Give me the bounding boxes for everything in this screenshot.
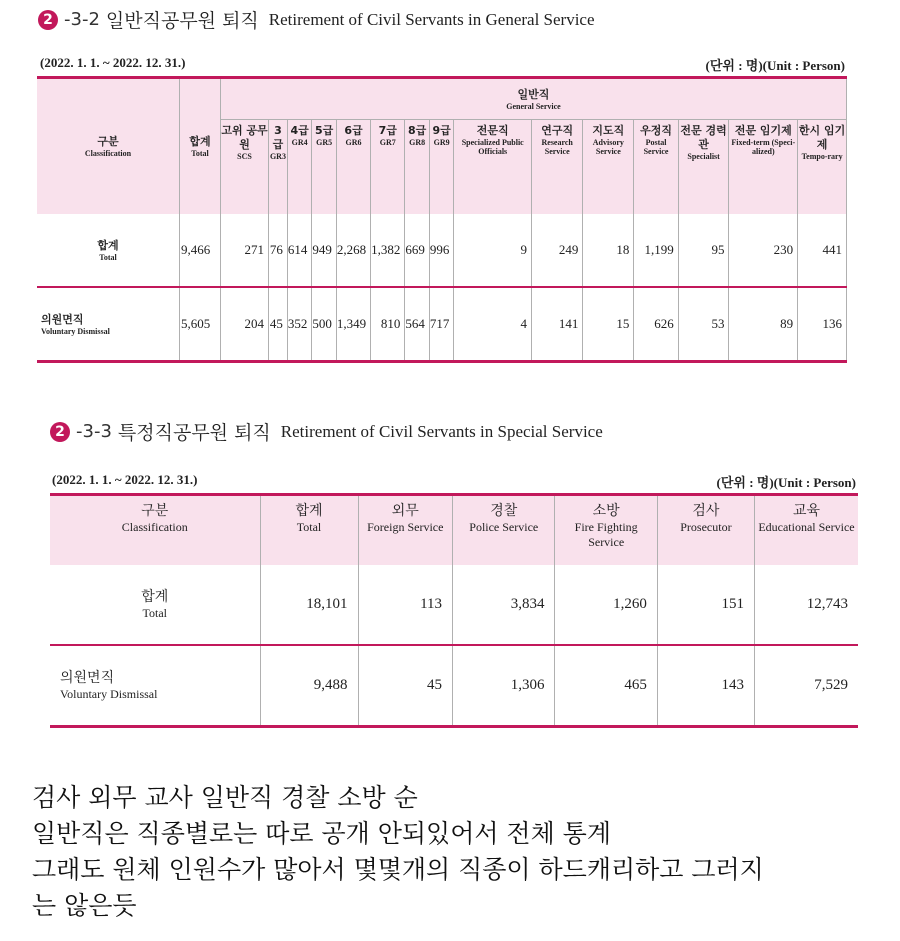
section1-title-ko: 일반직공무원 퇴직 [105, 10, 259, 32]
table-cell: 45 [269, 287, 288, 362]
header-col: 7급 GR7 [371, 120, 405, 215]
header-col: 4급 GR4 [287, 120, 312, 215]
section2-period: (2022. 1. 1. ~ 2022. 12. 31.) [52, 472, 198, 487]
table-cell: 53 [678, 287, 729, 362]
header-col: 구분 Classification [50, 495, 260, 566]
comment-text [32, 780, 882, 924]
section2-badge: 2 [50, 422, 70, 442]
table-cell: 3,834 [453, 565, 555, 645]
header-col: 소방 Fire Fighting Service [555, 495, 657, 566]
comment-line: 그래도 원체 인원수가 많아서 몇몇개의 직종이 하드캐리하고 그러지 [32, 855, 764, 884]
table-cell: 18,101 [260, 565, 358, 645]
table-cell: 271 [221, 214, 269, 287]
table-cell: 89 [729, 287, 798, 362]
table-cell: 949 [312, 214, 337, 287]
table-cell: 18 [583, 214, 634, 287]
table-cell: 113 [358, 565, 453, 645]
table-row [50, 565, 858, 645]
table-cell: 136 [798, 287, 847, 362]
table-row [37, 214, 847, 287]
table-cell: 9 [454, 214, 532, 287]
header-general-service: 일반직 General Service [221, 78, 847, 120]
table-cell: 141 [532, 287, 583, 362]
comment-line: 는 않은듯 [32, 891, 137, 920]
section1-title-en: Retirement of Civil Servants in General Service [268, 9, 595, 29]
header-col: 연구직 Research Service [532, 120, 583, 215]
table-cell: 352 [287, 287, 312, 362]
section2-title [50, 418, 603, 445]
header-col: 8급 GR8 [405, 120, 430, 215]
header-col: 우정직 Postal Service [634, 120, 678, 215]
table-cell: 500 [312, 287, 337, 362]
table-cell: 1,306 [453, 645, 555, 727]
table-cell: 151 [657, 565, 754, 645]
header-total: 합계 Total [180, 78, 221, 215]
header-col: 교육 Educational Service [754, 495, 858, 566]
section2-title-ko: 특정직공무원 퇴직 [117, 422, 271, 444]
table-cell: 4 [454, 287, 532, 362]
table-cell: 614 [287, 214, 312, 287]
header-col: 9급 GR9 [429, 120, 454, 215]
table-cell: 249 [532, 214, 583, 287]
table-cell: 1,349 [336, 287, 370, 362]
section2-number: -3-3 [76, 421, 112, 442]
table-cell: 441 [798, 214, 847, 287]
section1-number: -3-2 [64, 9, 100, 30]
table-row [50, 645, 858, 727]
table-cell: 1,382 [371, 214, 405, 287]
section1-period: (2022. 1. 1. ~ 2022. 12. 31.) [40, 55, 186, 70]
header-col: 전문직 Specialized Public Officials [454, 120, 532, 215]
header-col: 한시 임기제 Tempo-rary [798, 120, 847, 215]
row-label: 의원면직 Voluntary Dismissal [50, 645, 260, 727]
row-label: 의원면직 Voluntary Dismissal [37, 287, 180, 362]
section1-unit: (단위 : 명)(Unit : Person) [705, 58, 845, 73]
section2-title-en: Retirement of Civil Servants in Special Service [280, 421, 603, 441]
table-cell: 95 [678, 214, 729, 287]
special-service-table [50, 493, 858, 728]
table-cell: 204 [221, 287, 269, 362]
table-cell: 1,199 [634, 214, 678, 287]
table-cell: 230 [729, 214, 798, 287]
table-cell: 996 [429, 214, 454, 287]
section1-title [38, 6, 595, 33]
table-cell: 810 [371, 287, 405, 362]
table-cell: 45 [358, 645, 453, 727]
header-col: 5급 GR5 [312, 120, 337, 215]
table-row [37, 287, 847, 362]
table-cell: 12,743 [754, 565, 858, 645]
table-cell: 669 [405, 214, 430, 287]
table-cell: 1,260 [555, 565, 657, 645]
header-col: 6급 GR6 [336, 120, 370, 215]
header-col: 합계 Total [260, 495, 358, 566]
table-cell: 717 [429, 287, 454, 362]
table-cell: 76 [269, 214, 288, 287]
table-cell: 2,268 [336, 214, 370, 287]
table-cell: 465 [555, 645, 657, 727]
comment-line: 일반직은 직종별로는 따로 공개 안되있어서 전체 통계 [32, 819, 611, 848]
section2-unit: (단위 : 명)(Unit : Person) [716, 475, 856, 490]
header-classification: 구분 Classification [37, 78, 180, 215]
header-col: 검사 Prosecutor [657, 495, 754, 566]
row-label: 합계 Total [50, 565, 260, 645]
header-col: 외무 Foreign Service [358, 495, 453, 566]
table-cell: 15 [583, 287, 634, 362]
table-cell: 9,488 [260, 645, 358, 727]
table-cell: 143 [657, 645, 754, 727]
table-cell: 7,529 [814, 677, 848, 693]
row-label: 합계 Total [37, 214, 180, 287]
section1-badge: 2 [38, 10, 58, 30]
header-col: 지도직 Advisory Service [583, 120, 634, 215]
header-col: 경찰 Police Service [453, 495, 555, 566]
table-cell: 626 [634, 287, 678, 362]
general-service-table [37, 76, 847, 363]
row-total: 5,605 [180, 287, 221, 362]
table-cell: 564 [405, 287, 430, 362]
row-total: 9,466 [180, 214, 221, 287]
header-col: 전문 임기제 Fixed-term (Speci-alized) [729, 120, 798, 215]
header-col: 3급 GR3 [269, 120, 288, 215]
header-col: 전문 경력관 Specialist [678, 120, 729, 215]
header-col: 고위 공무원 SCS [221, 120, 269, 215]
comment-line: 검사 외무 교사 일반직 경찰 소방 순 [32, 783, 418, 812]
